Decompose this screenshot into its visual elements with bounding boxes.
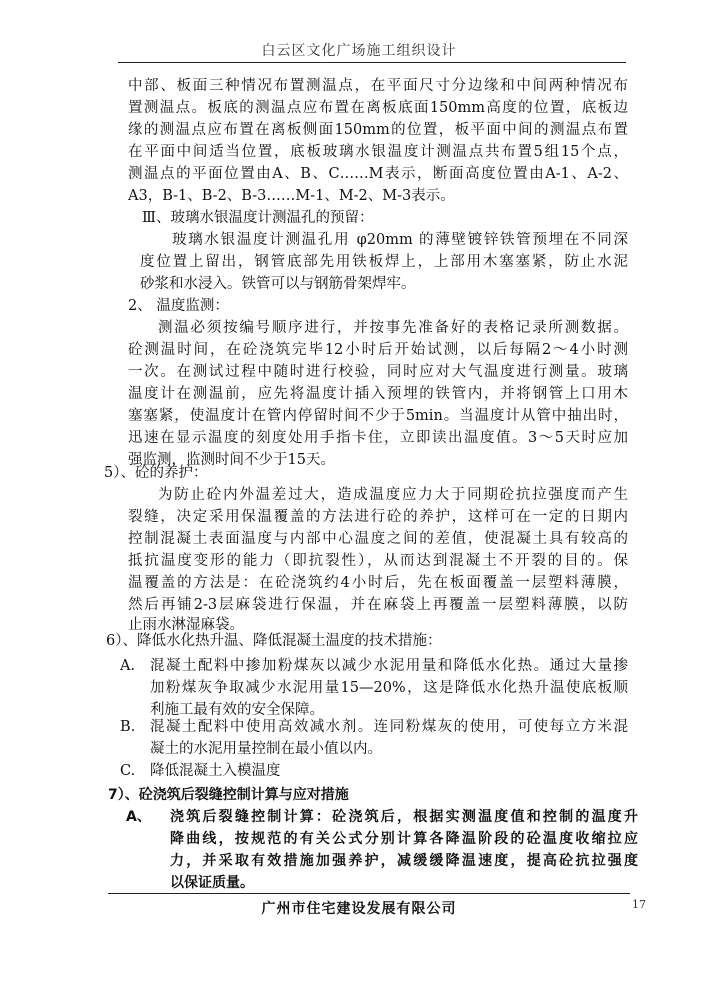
text-line: 温度计在测温前，应先将温度计插入预埋的铁管内，并将钢管上口用木 bbox=[128, 386, 628, 402]
text-line: 度位置上留出，钢管底部先用铁板焊上，上部用木塞塞紧，防止水泥 bbox=[140, 254, 628, 270]
document-header-title: 白云区文化广场施工组织设计 bbox=[261, 43, 457, 59]
subsection-heading: Ⅲ、玻璃水银温度计测温孔的预留： bbox=[142, 210, 374, 226]
footer-company-name: 广州市住宅建设发展有限公司 bbox=[261, 901, 457, 917]
text-line: 控制混凝土表面温度与内部中心温度之间的差值，使混凝土具有较高的 bbox=[128, 531, 628, 547]
text-line: 一次。在测试过程中随时进行校验，同时应对大气温度进行测量。玻璃 bbox=[128, 364, 628, 380]
section-heading: 7）、砼浇筑后裂缝控制计算与应对措施 bbox=[108, 787, 349, 803]
text-line: 置测温点。板底的测温点应布置在离板底面150mm高度的位置，底板边 bbox=[128, 100, 628, 116]
list-marker: A. bbox=[120, 658, 136, 674]
text-line: 迅速在显示温度的刻度处用手指卡住，立即读出温度值。3～5天时应加 bbox=[128, 430, 628, 446]
text-line: 抵抗温度变形的能力（即抗裂性），从而达到混凝土不开裂的目的。保 bbox=[128, 553, 628, 569]
text-line: 裂缝，决定采用保温覆盖的方法进行砼的养护，这样可在一定的日期内 bbox=[128, 509, 628, 525]
text-line: 测温点的平面位置由A、B、C……M表示，断面高度位置由A-1、A-2、 bbox=[128, 166, 628, 182]
text-line: 混凝土配料中使用高效减水剂。连同粉煤灰的使用，可使每立方米混 bbox=[150, 719, 628, 735]
text-line: 砼测温时间，在砼浇筑完毕12小时后开始试测，以后每隔2～4小时测 bbox=[128, 342, 628, 358]
text-line: 力，并采取有效措施加强养护，减缓缓降温速度，提高砼抗拉强度 bbox=[170, 853, 638, 869]
list-marker: A、 bbox=[126, 809, 151, 825]
text-line: 凝土的水泥用量控制在最小值以内。 bbox=[150, 741, 382, 757]
text-line: 砂浆和水浸入。铁管可以与钢筋骨架焊牢。 bbox=[140, 276, 416, 292]
section-heading: 5）、砼的养护： bbox=[104, 465, 208, 481]
text-line: 强监测，监测时间不少于15天。 bbox=[128, 452, 335, 468]
text-line: 利施工最有效的安全保障。 bbox=[150, 702, 324, 718]
text-line: 混凝土配料中掺加粉煤灰以减少水泥用量和降低水化热。通过大量掺 bbox=[150, 658, 628, 674]
text-line: A3，B-1、B-2、B-3……M-1、M-2、M-3表示。 bbox=[128, 188, 455, 204]
footer-rule bbox=[108, 893, 630, 894]
text-line: 降曲线，按规范的有关公式分别计算各降温阶段的砼温度收缩拉应 bbox=[170, 831, 638, 847]
section-heading: 2、 温度监测： bbox=[128, 298, 229, 314]
text-line: 降低混凝土入模温度 bbox=[150, 763, 281, 779]
list-marker: C. bbox=[120, 763, 136, 779]
section-heading: 6）、降低水化热升温、降低混凝土温度的技术措施： bbox=[106, 633, 442, 649]
text-line: 中部、板面三种情况布置测温点，在平面尺寸分边缘和中间两种情况布 bbox=[128, 78, 628, 94]
text-line: 为防止砼内外温差过大，造成温度应力大于同期砼抗拉强度而产生 bbox=[158, 487, 628, 503]
text-line: 测温必须按编号顺序进行，并按事先准备好的表格记录所测数据。 bbox=[158, 320, 628, 336]
text-line: 玻璃水银温度计测温孔用 φ20mm 的薄壁镀锌铁管预埋在不同深 bbox=[172, 232, 628, 248]
text-line: 以保证质量。 bbox=[170, 875, 254, 891]
text-line: 止雨水淋湿麻袋。 bbox=[128, 617, 244, 633]
text-line: 浇筑后裂缝控制计算：砼浇筑后，根据实测温度值和控制的温度升 bbox=[170, 809, 638, 825]
text-line: 温覆盖的方法是：在砼浇筑约4小时后，先在板面覆盖一层塑料薄膜， bbox=[128, 575, 628, 591]
header-rule bbox=[118, 62, 626, 63]
text-line: 加粉煤灰争取减少水泥用量15—20%，这是降低水化热升温使底板顺 bbox=[150, 680, 628, 696]
text-line: 在平面中间适当位置，底板玻璃水银温度计测温点共布置5组15个点， bbox=[128, 144, 628, 160]
text-line: 然后再铺2-3层麻袋进行保温，并在麻袋上再覆盖一层塑料薄膜，以防 bbox=[128, 597, 628, 613]
page-number: 17 bbox=[632, 898, 646, 911]
text-line: 塞塞紧，使温度计在管内停留时间不少于5min。当温度计从管中抽出时， bbox=[128, 408, 628, 424]
text-line: 缘的测温点应布置在离板侧面150mm的位置，板平面中间的测温点布置 bbox=[128, 122, 628, 138]
list-marker: B. bbox=[120, 719, 136, 735]
